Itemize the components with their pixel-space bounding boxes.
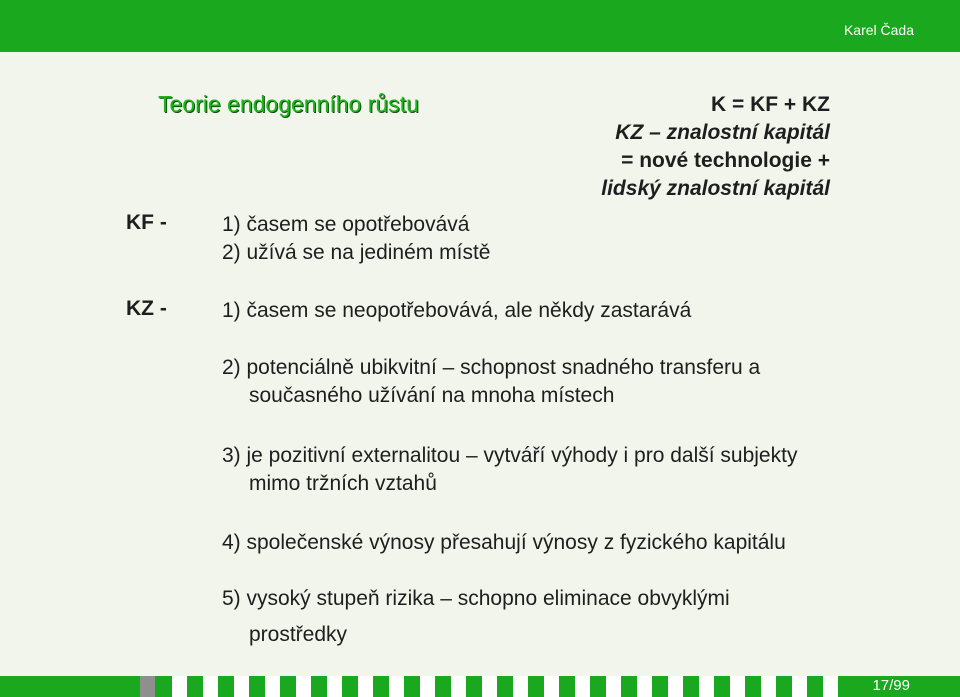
progress-square — [296, 676, 311, 697]
progress-square — [699, 676, 714, 697]
kz-label: KZ - — [126, 297, 167, 320]
slide-title: Teorie endogenního růstu — [158, 91, 419, 117]
progress-square — [513, 676, 528, 697]
kf-item-2: 2) užívá se na jediném místě — [222, 241, 491, 264]
kz-item-5: 5) vysoký stupeň rizika – schopno eliminace obvyklými — [222, 587, 730, 610]
progress-marker — [140, 676, 155, 697]
kz-item-2-cont: současného užívání na mnoha místech — [249, 384, 615, 407]
top-bar — [0, 0, 960, 52]
progress-square — [544, 676, 559, 697]
progress-square — [792, 676, 807, 697]
kz-item-4: 4) společenské výnosy přesahují výnosy z fyzického kapitálu — [222, 531, 786, 554]
progress-square — [389, 676, 404, 697]
kz-item-2: 2) potenciálně ubikvitní – schopnost snadného transferu a — [222, 356, 761, 379]
progress-square — [761, 676, 776, 697]
kz-item-1: 1) časem se neopotřebovává, ale někdy zastarává — [222, 299, 692, 322]
progress-square — [234, 676, 249, 697]
formula-line-2: KZ – znalostní kapitál — [615, 121, 830, 144]
progress-square — [730, 676, 745, 697]
progress-square — [327, 676, 342, 697]
progress-square — [482, 676, 497, 697]
kf-label: KF - — [126, 211, 167, 234]
kz-item-3-cont: mimo tržních vztahů — [249, 472, 437, 495]
formula-line-3: = nové technologie + — [621, 149, 830, 172]
progress-square — [606, 676, 621, 697]
progress-square — [420, 676, 435, 697]
kz-item-5-cont: prostředky — [249, 623, 348, 646]
progress-square — [575, 676, 590, 697]
kf-item-1: 1) časem se opotřebovává — [222, 213, 470, 236]
author-name: Karel Čada — [843, 22, 914, 38]
progress-square — [265, 676, 280, 697]
formula-block — [601, 91, 830, 203]
formula-line-1: K = KF + KZ — [710, 93, 830, 116]
formula-line-4: lidský znalostní kapitál — [601, 177, 830, 200]
progress-square — [823, 676, 838, 697]
kz-item-3: 3) je pozitivní externalitou – vytváří výhody i pro další subjekty — [222, 444, 798, 467]
progress-square — [172, 676, 187, 697]
progress-square — [451, 676, 466, 697]
progress-square — [203, 676, 218, 697]
page-number: 17/99 — [872, 677, 910, 694]
progress-square — [668, 676, 683, 697]
progress-square — [637, 676, 652, 697]
progress-square — [358, 676, 373, 697]
